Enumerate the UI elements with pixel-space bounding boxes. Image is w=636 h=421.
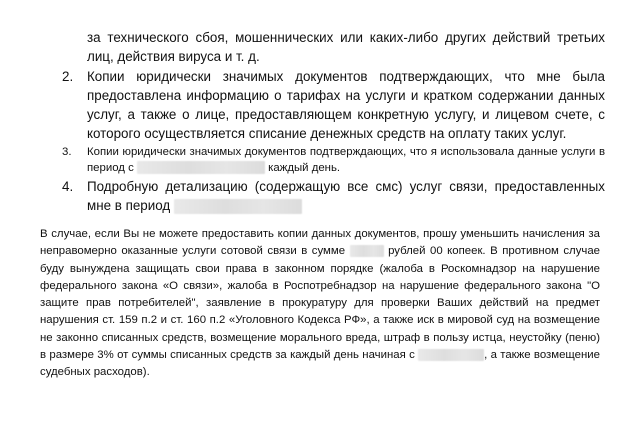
list-item-4 bbox=[62, 177, 605, 215]
list-item-3-number: 3. bbox=[62, 146, 72, 158]
list-item-3 bbox=[62, 144, 605, 176]
paragraph-part-3: , а также возмещение судебных расходов). bbox=[40, 349, 600, 379]
list-item-2-number: 2. bbox=[62, 69, 74, 84]
redacted-period bbox=[174, 199, 302, 214]
list-item-1-continuation: за технического сбоя, мошеннических или каких-либо других действий третьих лиц, действия вируса и т. д. bbox=[87, 30, 605, 64]
redacted-amount bbox=[350, 245, 384, 257]
request-paragraph bbox=[40, 226, 600, 382]
list-item-2-text: Копии юридически значимых документов подтверждающих, что мне была предоставлена информацию о тарифах на услуги и кратком содержании данных услуг, а также о лице, предоставляющем конкретную услугу, и лицевом счете, с которого осуществляется списание денежных средств на оплату таких услуг. bbox=[87, 69, 605, 141]
paragraph-part-1: В случае, если Вы не можете предоставить копии данных документов, прошу уменьшить начисления за неправомерно оказанные услуги сотовой связи в сумме bbox=[40, 228, 600, 258]
list-item-3-text-after: каждый день. bbox=[268, 162, 341, 174]
paragraph-part-2: рублей 00 копеек. В противном случае буду вынуждена защищать свои права в законном порядке (жалоба в Роскомнадзор на нарушение федерального закона «О связи», жалоба в Роспотребнадзор на нарушение федерального закона "О защите прав потребителей", заявление в прокуратуру для проверки Ваших действий на предмет нарушения ст. 159 п.2 и ст. 160 п.2 «Уголовного Кодекса РФ», а также иск в мировой суд на возмещение не законно списанных средств, возмещение морального вреда, штраф в пользу истца, неустойку (пеню) в размере 3% от суммы списанных средств за каждый день начиная с bbox=[40, 245, 601, 362]
list-item-3-text-before: Копии юридически значимых документов подтверждающих, что я использовала данные услуги в период с bbox=[87, 146, 605, 174]
list-item-4-text: Подробную детализацию (содержащую все смс) услуг связи, предоставленных мне в период bbox=[87, 179, 605, 213]
list-item-4-number: 4. bbox=[62, 179, 74, 194]
redacted-date-range bbox=[137, 161, 265, 174]
list-item-2 bbox=[62, 67, 605, 143]
redacted-start-date bbox=[418, 349, 484, 361]
requested-documents-list bbox=[62, 28, 605, 215]
